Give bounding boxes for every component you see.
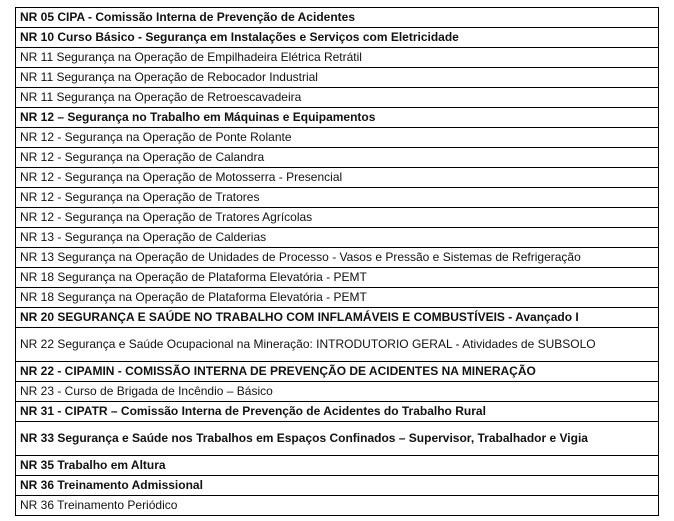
course-name-cell: NR 12 - Segurança na Operação de Motosserra - Presencial (16, 168, 659, 188)
table-row (16, 382, 659, 402)
course-name-cell: NR 13 - Segurança na Operação de Calderias (16, 228, 659, 248)
course-name-cell: NR 12 - Segurança na Operação de Tratores (16, 188, 659, 208)
courses-table (15, 7, 659, 516)
table-row (16, 308, 659, 328)
course-name-cell: NR 12 – Segurança no Trabalho em Máquinas e Equipamentos (16, 108, 659, 128)
table-row (16, 28, 659, 48)
course-name-cell: NR 13 Segurança na Operação de Unidades de Processo - Vasos e Pressão e Sistemas de Refrigeração (16, 248, 659, 268)
table-row (16, 362, 659, 382)
course-name-cell: NR 18 Segurança na Operação de Plataforma Elevatória - PEMT (16, 288, 659, 308)
table-row (16, 476, 659, 496)
table-row (16, 48, 659, 68)
table-row (16, 68, 659, 88)
course-name-cell: NR 11 Segurança na Operação de Empilhadeira Elétrica Retrátil (16, 48, 659, 68)
course-name-cell: NR 10 Curso Básico - Segurança em Instalações e Serviços com Eletricidade (16, 28, 659, 48)
course-name-cell: NR 20 SEGURANÇA E SAÚDE NO TRABALHO COM INFLAMÁVEIS E COMBUSTÍVEIS - Avançado I (16, 308, 659, 328)
table-row (16, 148, 659, 168)
table-row (16, 288, 659, 308)
course-name-cell: NR 22 - CIPAMIN - COMISSÃO INTERNA DE PREVENÇÃO DE ACIDENTES NA MINERAÇÃO (16, 362, 659, 382)
course-name-cell: NR 11 Segurança na Operação de Rebocador Industrial (16, 68, 659, 88)
courses-table-body (16, 8, 659, 516)
table-row (16, 402, 659, 422)
course-name-cell: NR 23 - Curso de Brigada de Incêndio – Básico (16, 382, 659, 402)
course-name-cell: NR 12 - Segurança na Operação de Calandra (16, 148, 659, 168)
table-row (16, 268, 659, 288)
table-row (16, 248, 659, 268)
table-row (16, 496, 659, 516)
table-row (16, 8, 659, 28)
table-row (16, 188, 659, 208)
course-name-cell: NR 11 Segurança na Operação de Retroescavadeira (16, 88, 659, 108)
table-row (16, 208, 659, 228)
course-name-cell: NR 12 - Segurança na Operação de Ponte Rolante (16, 128, 659, 148)
course-name-cell: NR 33 Segurança e Saúde nos Trabalhos em Espaços Confinados – Supervisor, Trabalhador e Vigia (16, 422, 659, 456)
course-name-cell: NR 22 Segurança e Saúde Ocupacional na Mineração: INTRODUTORIO GERAL - Atividades de SUBSOLO (16, 328, 659, 362)
table-row (16, 328, 659, 362)
table-row (16, 456, 659, 476)
course-name-cell: NR 05 CIPA - Comissão Interna de Prevenção de Acidentes (16, 8, 659, 28)
table-row (16, 88, 659, 108)
course-name-cell: NR 36 Treinamento Periódico (16, 496, 659, 516)
table-row (16, 108, 659, 128)
course-name-cell: NR 31 - CIPATR – Comissão Interna de Prevenção de Acidentes do Trabalho Rural (16, 402, 659, 422)
course-name-cell: NR 12 - Segurança na Operação de Tratores Agrícolas (16, 208, 659, 228)
table-row (16, 168, 659, 188)
table-row (16, 422, 659, 456)
course-name-cell: NR 35 Trabalho em Altura (16, 456, 659, 476)
table-row (16, 228, 659, 248)
course-name-cell: NR 18 Segurança na Operação de Plataforma Elevatória - PEMT (16, 268, 659, 288)
table-row (16, 128, 659, 148)
course-name-cell: NR 36 Treinamento Admissional (16, 476, 659, 496)
